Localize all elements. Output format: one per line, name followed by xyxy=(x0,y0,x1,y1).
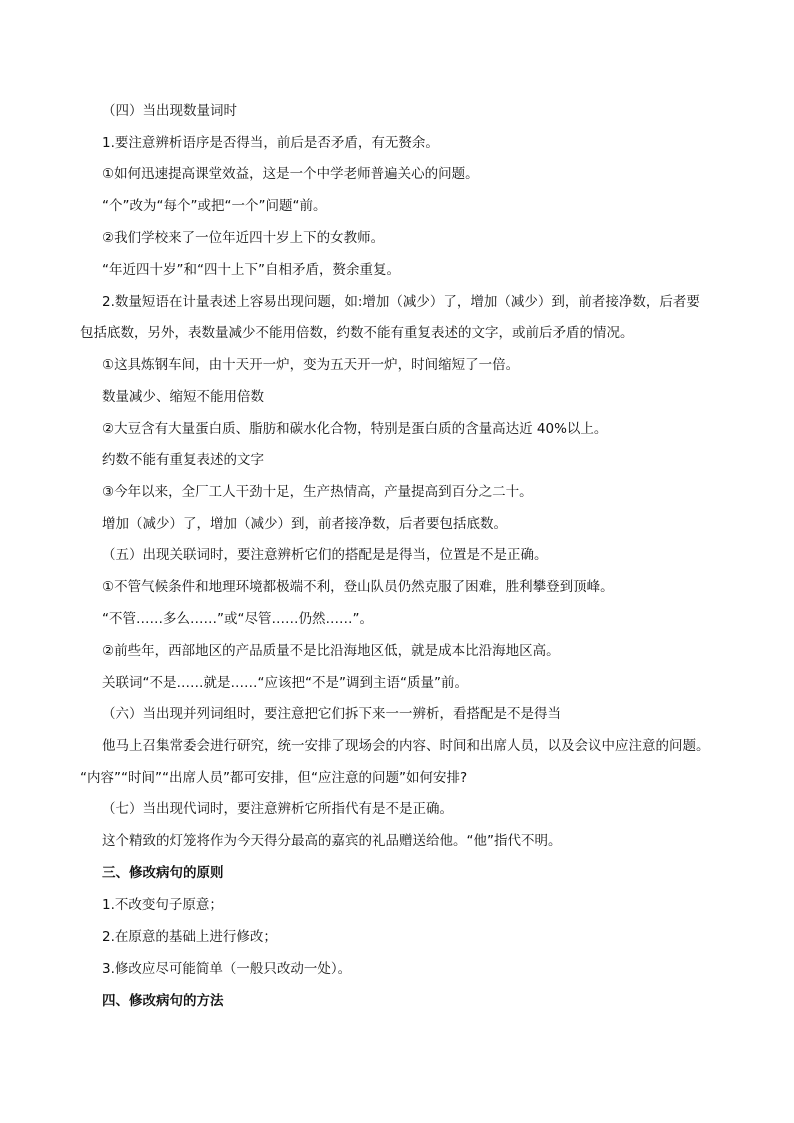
example-sentence: ①如何迅速提高课堂效益，这是一个中学老师普遍关心的问题。 xyxy=(102,166,479,182)
principle-item: 1.不改变句子原意； xyxy=(102,897,223,913)
example-sentence: ①不管气候条件和地理环境都极端不利，登山队员仍然克服了困难，胜利攀登到顶峰。 xyxy=(102,579,614,595)
explanation: 数量减少、缩短不能用倍数 xyxy=(102,389,264,405)
example-sentence: ③今年以来，全厂工人干劲十足，生产热情高，产量提高到百分之二十。 xyxy=(102,484,533,500)
rule-2-quantity-phrases: 2.数量短语在计量表述上容易出现问题，如:增加（减少）了，增加（减少）到，前者接净数，后者要 xyxy=(102,294,700,310)
explanation: “内容”“时间”“出席人员”都可安排，但“应注意的问题”如何安排? xyxy=(80,770,468,786)
section-heading-pronoun: （七）当出现代词时，要注意辨析它所指代有是不是正确。 xyxy=(102,801,453,817)
principle-item: 3.修改应尽可能简单（一般只改动一处）。 xyxy=(102,961,352,977)
explanation: “个”改为“每个”或把“一个”问题“前。 xyxy=(102,198,327,214)
explanation: 关联词“不是……就是……“应该把“不是”调到主语“质量”前。 xyxy=(102,675,468,691)
explanation: 增加（减少）了，增加（减少）到，前者接净数，后者要包括底数。 xyxy=(102,516,507,532)
example-sentence: ①这具炼钢车间，由十天开一炉，变为五天开一炉，时间缩短了一倍。 xyxy=(102,357,520,373)
example-sentence: 他马上召集常委会进行研究，统一安排了现场会的内容、时间和出席人员，以及会议中应注意的问题。 xyxy=(102,738,710,754)
section-heading-quantifier: （四）当出现数量词时 xyxy=(102,103,237,119)
example-sentence: ②大豆含有大量蛋白质、脂肪和碳水化合物，特别是蛋白质的含量高达近 40%以上。 xyxy=(102,421,608,437)
example-sentence: 这个精致的灯笼将作为今天得分最高的嘉宾的礼品赠送给他。“他”指代不明。 xyxy=(102,833,562,849)
section-heading-conjunction: （五）出现关联词时，要注意辨析它们的搭配是是得当，位置是不是正确。 xyxy=(102,547,548,563)
example-sentence: ②我们学校来了一位年近四十岁上下的女教师。 xyxy=(102,230,385,246)
principle-item: 2.在原意的基础上进行修改； xyxy=(102,929,277,945)
explanation: “年近四十岁”和“四十上下”自相矛盾，赘余重复。 xyxy=(102,262,400,278)
section-heading-parallel-phrases: （六）当出现并列词组时，要注意把它们拆下来一一辨析，看搭配是不是得当 xyxy=(102,706,561,722)
rule-2-continuation: 包括底数，另外，表数量减少不能用倍数，约数不能有重复表述的文字，或前后矛盾的情况。 xyxy=(80,325,634,341)
heading-correction-principles: 三、修改病句的原则 xyxy=(102,865,224,881)
explanation: “不管……多么……”或“尽管……仍然……”。 xyxy=(102,611,373,627)
example-sentence: ②前些年，西部地区的产品质量不是比沿海地区低，就是成本比沿海地区高。 xyxy=(102,643,560,659)
explanation: 约数不能有重复表述的文字 xyxy=(102,452,264,468)
heading-correction-methods: 四、修改病句的方法 xyxy=(102,993,224,1009)
rule-1-word-order: 1.要注意辨析语序是否得当，前后是否矛盾，有无赘余。 xyxy=(102,135,439,151)
